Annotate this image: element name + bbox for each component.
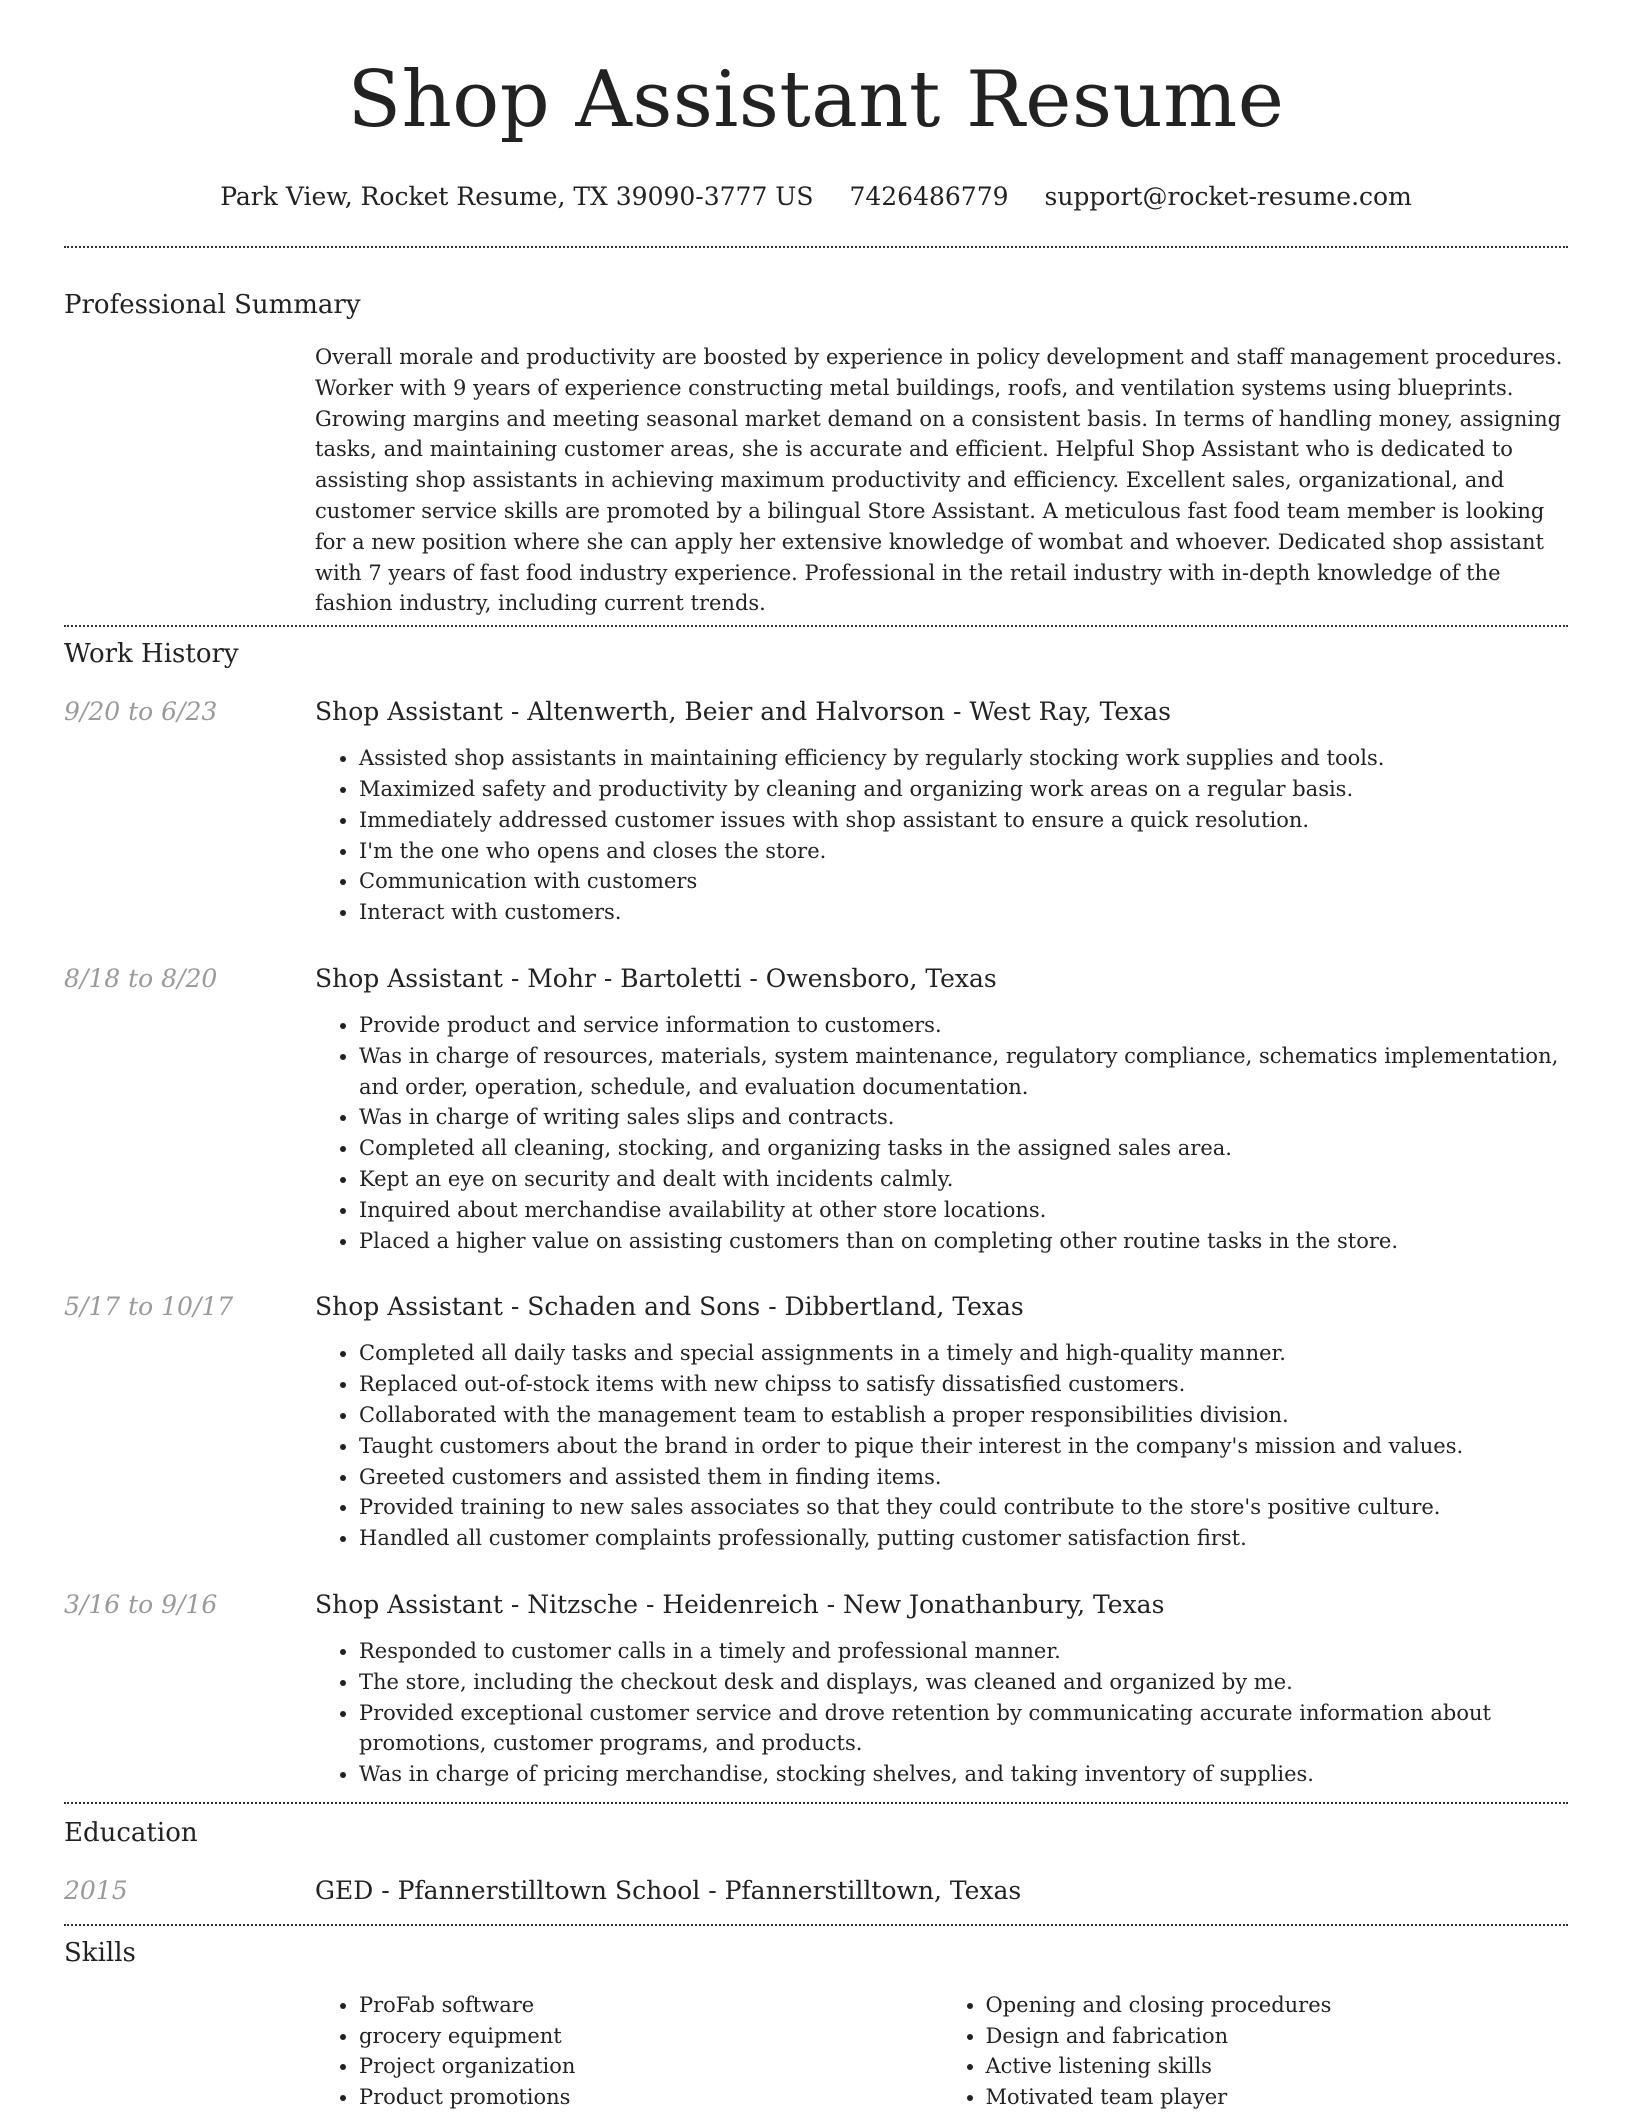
- list-item: • I'm the one who opens and closes the store.: [359, 836, 1568, 867]
- education-date: 2015: [64, 1875, 128, 1905]
- list-item: • Completed all daily tasks and special assignments in a timely and high-quality manner.: [359, 1338, 1568, 1369]
- list-item: • Maximized safety and productivity by cleaning and organizing work areas on a regular basis.: [359, 774, 1568, 805]
- divider: [64, 1924, 1568, 1926]
- education-title: GED - Pfannerstilltown School - Pfannerstilltown, Texas: [315, 1875, 1022, 1905]
- job-bullets: [315, 743, 1568, 928]
- skills-column-right: [942, 1990, 1569, 2113]
- education-entry: [64, 1874, 1568, 1908]
- skills-column-left: [315, 1990, 942, 2113]
- summary-text: Overall morale and productivity are boosted by experience in policy development and staff management procedures. Worker with 9 years of experience constructing metal buildings, roofs, and ventilation systems using blueprints. Growing margins and meeting seasonal market demand on a consistent basis. In terms of handling money, assigning tasks, and maintaining customer areas, she is accurate and efficient. Helpful Shop Assistant who is dedicated to assisting shop assistants in achieving maximum productivity and efficiency. Excellent sales, organizational, and customer service skills are promoted by a bilingual Store Assistant. A meticulous fast food team member is looking for a new position where she can apply her extensive knowledge of wombat and whoever. Dedicated shop assistant with 7 years of fast food industry experience. Professional in the retail industry with in-depth knowledge of the fashion industry, including current trends.: [315, 345, 1563, 616]
- list-item: • Interact with customers.: [359, 897, 1568, 928]
- list-item: • Placed a higher value on assisting customers than on completing other routine tasks in the store.: [359, 1226, 1568, 1257]
- divider: [64, 246, 1568, 248]
- list-item: • Was in charge of writing sales slips and contracts.: [359, 1102, 1568, 1133]
- list-item: • Completed all cleaning, stocking, and organizing tasks in the assigned sales area.: [359, 1133, 1568, 1164]
- job-entry: [64, 962, 1568, 1256]
- resume-page: [64, 0, 1568, 2113]
- list-item: • Project organization: [359, 2051, 942, 2082]
- list-item: • Handled all customer complaints professionally, putting customer satisfaction first.: [359, 1523, 1568, 1554]
- list-item: • Immediately addressed customer issues with shop assistant to ensure a quick resolution.: [359, 805, 1568, 836]
- list-item: • Design and fabrication: [986, 2021, 1569, 2052]
- list-item: • Motivated team player: [986, 2082, 1569, 2113]
- list-item: • The store, including the checkout desk and displays, was cleaned and organized by me.: [359, 1667, 1568, 1698]
- section-title-education: Education: [64, 1817, 198, 1848]
- divider: [64, 625, 1568, 627]
- job-bullets: [315, 1338, 1568, 1554]
- contact-address: Park View, Rocket Resume, TX 39090-3777 US: [220, 182, 814, 211]
- job-title: Shop Assistant - Schaden and Sons - Dibbertland, Texas: [315, 1292, 1024, 1322]
- list-item: • Greeted customers and assisted them in finding items.: [359, 1462, 1568, 1493]
- list-item: • Provided training to new sales associates so that they could contribute to the store's positive culture.: [359, 1492, 1568, 1523]
- section-title-work-history: Work History: [64, 639, 239, 670]
- contact-line: [64, 180, 1568, 214]
- section-title-skills: Skills: [64, 1937, 136, 1968]
- list-item: • grocery equipment: [359, 2021, 942, 2052]
- list-item: • Provide product and service information to customers.: [359, 1010, 1568, 1041]
- contact-email: support@rocket-resume.com: [1044, 182, 1412, 211]
- list-item: • Opening and closing procedures: [986, 1990, 1569, 2021]
- list-item: • Kept an eye on security and dealt with incidents calmly.: [359, 1164, 1568, 1195]
- job-date: 5/17 to 10/17: [64, 1292, 234, 1322]
- job-bullets: [315, 1010, 1568, 1256]
- job-entry: [64, 1290, 1568, 1554]
- section-title-summary: Professional Summary: [64, 290, 361, 320]
- job-title: Shop Assistant - Nitzsche - Heidenreich - New Jonathanbury, Texas: [315, 1589, 1165, 1619]
- list-item: • Collaborated with the management team to establish a proper responsibilities division.: [359, 1400, 1568, 1431]
- list-item: • Inquired about merchandise availability at other store locations.: [359, 1195, 1568, 1226]
- job-title: Shop Assistant - Mohr - Bartoletti - Owensboro, Texas: [315, 963, 997, 993]
- job-date: 8/18 to 8/20: [64, 963, 218, 993]
- list-item: • Was in charge of pricing merchandise, stocking shelves, and taking inventory of supplies.: [359, 1759, 1568, 1790]
- list-item: • Replaced out-of-stock items with new chipss to satisfy dissatisfied customers.: [359, 1369, 1568, 1400]
- list-item: • ProFab software: [359, 1990, 942, 2021]
- job-date: 9/20 to 6/23: [64, 697, 218, 727]
- job-bullets: [315, 1636, 1568, 1790]
- list-item: • Taught customers about the brand in order to pique their interest in the company's mission and values.: [359, 1431, 1568, 1462]
- list-item: • Provided exceptional customer service and drove retention by communicating accurate information about promotions, customer programs, and products.: [359, 1698, 1568, 1760]
- skills-list: [315, 1990, 1568, 2113]
- job-entry: [64, 1588, 1568, 1790]
- resume-title: Shop Assistant Resume: [347, 55, 1285, 145]
- divider: [64, 1802, 1568, 1804]
- job-entry: [64, 695, 1568, 928]
- list-item: • Product promotions: [359, 2082, 942, 2113]
- list-item: • Communication with customers: [359, 866, 1568, 897]
- job-title: Shop Assistant - Altenwerth, Beier and Halvorson - West Ray, Texas: [315, 697, 1171, 727]
- list-item: • Active listening skills: [986, 2051, 1569, 2082]
- list-item: • Was in charge of resources, materials, system maintenance, regulatory compliance, schematics implementation, and order, operation, schedule, and evaluation documentation.: [359, 1041, 1568, 1103]
- job-date: 3/16 to 9/16: [64, 1589, 218, 1619]
- list-item: • Assisted shop assistants in maintaining efficiency by regularly stocking work supplies and tools.: [359, 743, 1568, 774]
- contact-phone: 7426486779: [849, 182, 1009, 211]
- list-item: • Responded to customer calls in a timely and professional manner.: [359, 1636, 1568, 1667]
